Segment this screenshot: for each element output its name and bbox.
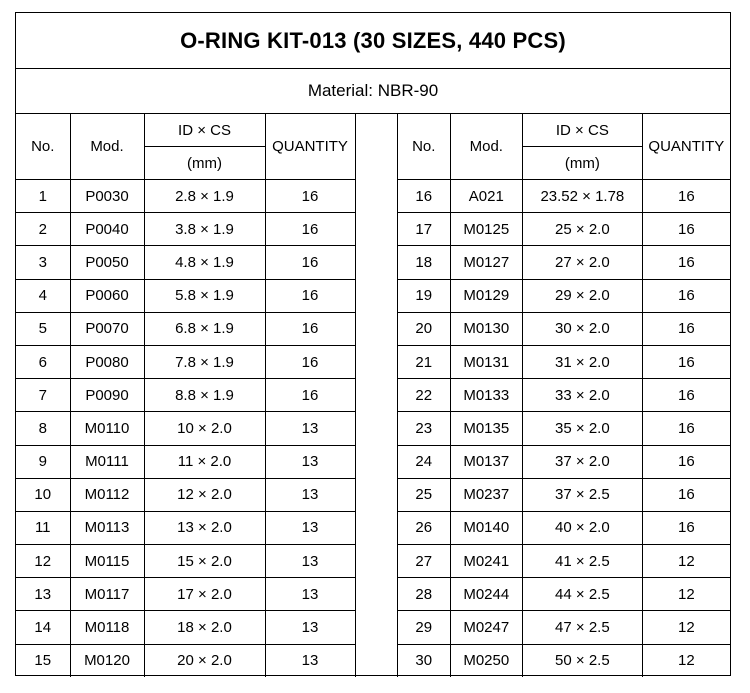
cell-mod: A021 [450, 180, 523, 213]
cell-quantity: 16 [642, 180, 730, 213]
cell-quantity: 16 [265, 213, 355, 246]
cell-mod: M0118 [70, 611, 144, 644]
cell-mod: M0244 [450, 578, 523, 611]
table-row [398, 180, 731, 213]
header-size: ID × CS [144, 114, 265, 147]
header-quantity: QUANTITY [265, 114, 355, 180]
cell-size: 10 × 2.0 [144, 412, 265, 445]
cell-no: 14 [16, 611, 70, 644]
cell-mod: M0129 [450, 279, 523, 312]
cell-size: 44 × 2.5 [523, 578, 643, 611]
table-row [398, 213, 731, 246]
cell-size: 3.8 × 1.9 [144, 213, 265, 246]
size-table-left-body [16, 180, 355, 677]
cell-mod: M0250 [450, 644, 523, 677]
table-row [398, 445, 731, 478]
cell-quantity: 13 [265, 478, 355, 511]
cell-quantity: 13 [265, 644, 355, 677]
material-label: Material: NBR-90 [16, 69, 730, 114]
cell-no: 15 [16, 644, 70, 677]
cell-quantity: 16 [642, 246, 730, 279]
cell-quantity: 16 [642, 279, 730, 312]
cell-quantity: 16 [265, 345, 355, 378]
cell-no: 24 [398, 445, 451, 478]
cell-mod: M0237 [450, 478, 523, 511]
cell-no: 22 [398, 379, 451, 412]
cell-no: 29 [398, 611, 451, 644]
cell-quantity: 12 [642, 611, 730, 644]
header-no: No. [398, 114, 451, 180]
cell-quantity: 16 [642, 312, 730, 345]
cell-quantity: 16 [642, 412, 730, 445]
cell-no: 23 [398, 412, 451, 445]
size-table-right [397, 114, 730, 677]
table-row [16, 412, 355, 445]
table-row [16, 578, 355, 611]
cell-no: 11 [16, 511, 70, 544]
cell-mod: M0115 [70, 545, 144, 578]
table-row [16, 345, 355, 378]
cell-no: 17 [398, 213, 451, 246]
cell-mod: M0133 [450, 379, 523, 412]
size-table-left [16, 114, 356, 677]
cell-size: 47 × 2.5 [523, 611, 643, 644]
cell-no: 2 [16, 213, 70, 246]
header-unit: (mm) [523, 147, 643, 180]
cell-quantity: 13 [265, 412, 355, 445]
cell-no: 13 [16, 578, 70, 611]
cell-size: 40 × 2.0 [523, 511, 643, 544]
cell-mod: M0120 [70, 644, 144, 677]
cell-mod: M0110 [70, 412, 144, 445]
cell-size: 33 × 2.0 [523, 379, 643, 412]
header-no: No. [16, 114, 70, 180]
table-row [16, 511, 355, 544]
cell-mod: P0070 [70, 312, 144, 345]
cell-mod: M0113 [70, 511, 144, 544]
cell-no: 28 [398, 578, 451, 611]
cell-size: 6.8 × 1.9 [144, 312, 265, 345]
table-row [398, 578, 731, 611]
cell-mod: M0247 [450, 611, 523, 644]
cell-mod: M0112 [70, 478, 144, 511]
cell-mod: P0040 [70, 213, 144, 246]
cell-size: 30 × 2.0 [523, 312, 643, 345]
table-row [16, 545, 355, 578]
table-row [16, 180, 355, 213]
cell-size: 37 × 2.0 [523, 445, 643, 478]
header-size: ID × CS [523, 114, 643, 147]
table-row [398, 644, 731, 677]
cell-mod: M0111 [70, 445, 144, 478]
cell-no: 9 [16, 445, 70, 478]
cell-size: 29 × 2.0 [523, 279, 643, 312]
cell-no: 18 [398, 246, 451, 279]
cell-no: 12 [16, 545, 70, 578]
cell-quantity: 16 [642, 445, 730, 478]
table-row [16, 379, 355, 412]
cell-mod: M0130 [450, 312, 523, 345]
cell-size: 4.8 × 1.9 [144, 246, 265, 279]
cell-size: 8.8 × 1.9 [144, 379, 265, 412]
cell-mod: P0050 [70, 246, 144, 279]
cell-size: 15 × 2.0 [144, 545, 265, 578]
cell-size: 27 × 2.0 [523, 246, 643, 279]
kit-title: O-RING KIT-013 (30 SIZES, 440 PCS) [16, 13, 730, 69]
cell-size: 23.52 × 1.78 [523, 180, 643, 213]
cell-mod: M0127 [450, 246, 523, 279]
cell-size: 35 × 2.0 [523, 412, 643, 445]
cell-no: 8 [16, 412, 70, 445]
table-row [398, 379, 731, 412]
cell-quantity: 16 [265, 246, 355, 279]
cell-quantity: 13 [265, 545, 355, 578]
cell-size: 7.8 × 1.9 [144, 345, 265, 378]
table-row [398, 478, 731, 511]
cell-quantity: 16 [642, 511, 730, 544]
cell-size: 17 × 2.0 [144, 578, 265, 611]
cell-quantity: 12 [642, 578, 730, 611]
cell-quantity: 16 [642, 345, 730, 378]
cell-size: 5.8 × 1.9 [144, 279, 265, 312]
cell-no: 16 [398, 180, 451, 213]
cell-size: 25 × 2.0 [523, 213, 643, 246]
cell-quantity: 16 [265, 279, 355, 312]
cell-size: 31 × 2.0 [523, 345, 643, 378]
cell-no: 7 [16, 379, 70, 412]
cell-no: 27 [398, 545, 451, 578]
cell-size: 41 × 2.5 [523, 545, 643, 578]
cell-mod: P0090 [70, 379, 144, 412]
header-quantity: QUANTITY [642, 114, 730, 180]
cell-quantity: 12 [642, 644, 730, 677]
table-row [16, 246, 355, 279]
cell-size: 2.8 × 1.9 [144, 180, 265, 213]
cell-size: 13 × 2.0 [144, 511, 265, 544]
cell-quantity: 16 [642, 213, 730, 246]
cell-quantity: 16 [642, 478, 730, 511]
cell-no: 6 [16, 345, 70, 378]
cell-size: 12 × 2.0 [144, 478, 265, 511]
header-mod: Mod. [70, 114, 144, 180]
cell-mod: M0125 [450, 213, 523, 246]
cell-quantity: 13 [265, 445, 355, 478]
cell-mod: M0241 [450, 545, 523, 578]
cell-mod: M0137 [450, 445, 523, 478]
table-row [16, 312, 355, 345]
header-mod: Mod. [450, 114, 523, 180]
size-table-right-body [398, 180, 731, 677]
cell-size: 20 × 2.0 [144, 644, 265, 677]
cell-no: 26 [398, 511, 451, 544]
cell-mod: P0030 [70, 180, 144, 213]
cell-no: 5 [16, 312, 70, 345]
cell-mod: M0131 [450, 345, 523, 378]
cell-no: 25 [398, 478, 451, 511]
cell-no: 4 [16, 279, 70, 312]
cell-quantity: 13 [265, 578, 355, 611]
cell-no: 10 [16, 478, 70, 511]
cell-mod: P0060 [70, 279, 144, 312]
cell-no: 30 [398, 644, 451, 677]
table-row [16, 644, 355, 677]
table-row [16, 279, 355, 312]
table-row [398, 246, 731, 279]
cell-no: 1 [16, 180, 70, 213]
cell-mod: M0135 [450, 412, 523, 445]
cell-size: 50 × 2.5 [523, 644, 643, 677]
cell-no: 3 [16, 246, 70, 279]
table-row [398, 312, 731, 345]
cell-quantity: 13 [265, 511, 355, 544]
cell-quantity: 16 [642, 379, 730, 412]
table-row [16, 611, 355, 644]
cell-no: 19 [398, 279, 451, 312]
cell-no: 20 [398, 312, 451, 345]
cell-quantity: 13 [265, 611, 355, 644]
cell-quantity: 12 [642, 545, 730, 578]
cell-quantity: 16 [265, 180, 355, 213]
cell-size: 18 × 2.0 [144, 611, 265, 644]
table-row [16, 445, 355, 478]
oring-kit-sheet [15, 12, 731, 676]
cell-mod: P0080 [70, 345, 144, 378]
table-row [398, 412, 731, 445]
cell-no: 21 [398, 345, 451, 378]
table-gap [355, 114, 397, 677]
table-row [398, 345, 731, 378]
cell-size: 37 × 2.5 [523, 478, 643, 511]
table-row [398, 279, 731, 312]
cell-size: 11 × 2.0 [144, 445, 265, 478]
cell-mod: M0117 [70, 578, 144, 611]
table-row [398, 545, 731, 578]
table-row [398, 611, 731, 644]
cell-mod: M0140 [450, 511, 523, 544]
cell-quantity: 16 [265, 312, 355, 345]
table-row [398, 511, 731, 544]
table-row [16, 213, 355, 246]
cell-quantity: 16 [265, 379, 355, 412]
header-unit: (mm) [144, 147, 265, 180]
table-row [16, 478, 355, 511]
